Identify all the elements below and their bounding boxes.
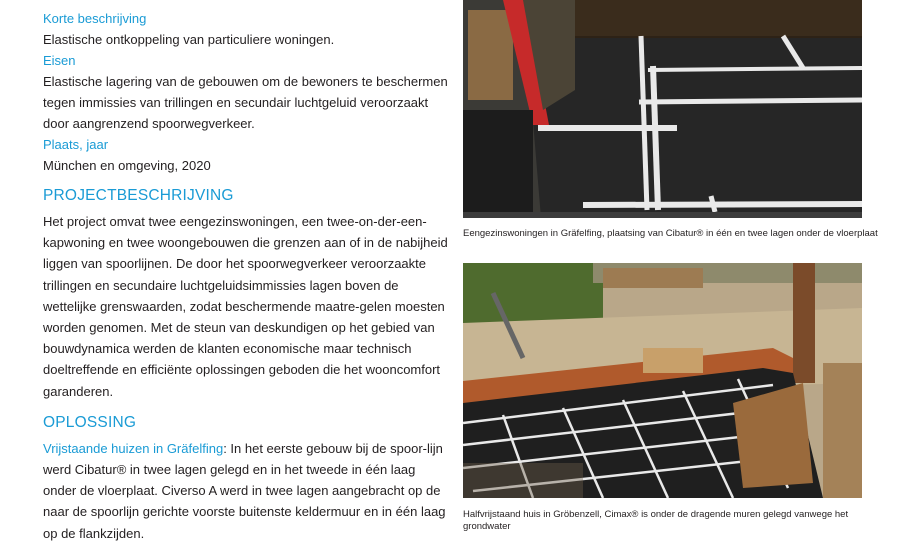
solution-heading: OPLOSSING <box>43 413 137 431</box>
short-description: Elastische ontkoppeling van particuliere woningen. <box>43 32 335 47</box>
project-heading: PROJECTBESCHRIJVING <box>43 187 234 204</box>
photo-cimax-site <box>463 263 862 498</box>
label-requirements: Eisen <box>43 53 76 68</box>
solution-sublabel: Vrijstaande huizen in Gräfelfing <box>43 440 224 456</box>
photo-cibatur-floor <box>463 0 862 218</box>
project-text: Het project omvat twee eengezinswoningen, een twee-on-der-een-kapwoning en twee woongebouwen die grenzen aan of in de nabijheid liggen van spoorlijnen. De door het spoorwegverkeer veroorzaakte trillingen en secundaire luchtgeluidsimmissies lagen boven de wettelijke grenswaarden, zodat beschermende maatre-gelen moesten worden genomen. Met de steun van deskundigen op het gebied van bouwdynamica werden de klanten economische maar technisch doeltreffende en efficiënte oplossingen geboden die het wooncomfort garanderen. <box>43 214 448 399</box>
left-column <box>43 8 448 544</box>
label-short-description: Korte beschrijving <box>43 11 147 26</box>
caption-photo-2: Halfvrijstaand huis in Gröbenzell, Cimax® is onder de dragende muren gelegd vanwege het grondwater <box>463 509 849 532</box>
solution-body: : In het eerste gebouw bij de spoor-lijn werd Cibatur® in twee lagen gelegd en in het tweede in één laag onder de vloerplaat. Civerso A werd in twee lagen aangebracht op de naar de spoorlijn gerichte voorste buitenste keldermuur en in één laag op de flankzijden. <box>43 440 446 541</box>
solution-text <box>43 438 448 544</box>
label-place-year: Plaats, jaar <box>43 137 109 152</box>
place-year-text: München en omgeving, 2020 <box>43 158 211 173</box>
caption-photo-1: Eengezinswoningen in Gräfelfing, plaatsing van Cibatur® in één en twee lagen onder de vloerplaat <box>463 228 878 239</box>
requirements-text: Elastische lagering van de gebouwen om de bewoners te beschermen tegen immissies van trillingen en secundair luchtgeluid veroorzaakt door aangrenzend spoorwegverkeer. <box>43 74 448 131</box>
